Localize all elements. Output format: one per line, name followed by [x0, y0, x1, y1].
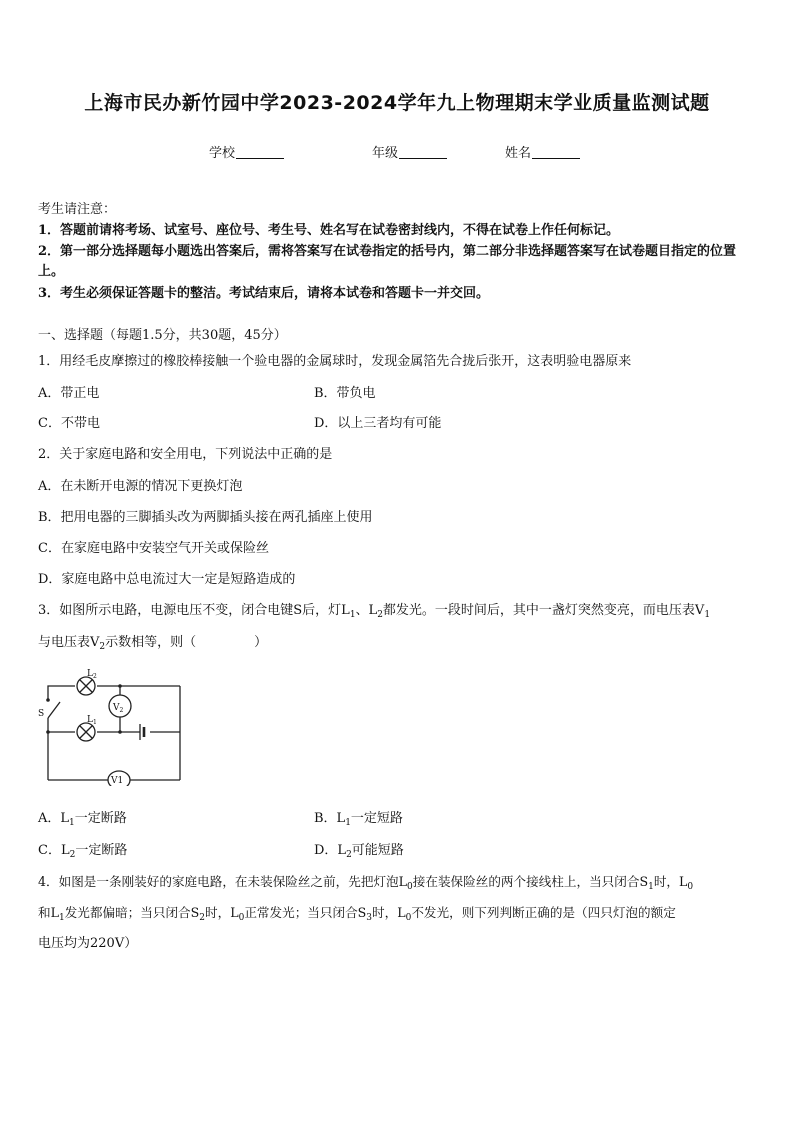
name-field[interactable] [505, 142, 580, 161]
label-l1: $L_1$ [87, 715, 97, 726]
label-v2: $V_2$ [113, 703, 124, 714]
school-blank[interactable] [236, 144, 284, 159]
q3-stem-line2: 与电压表$V_2$示数相等，则（ ） [38, 635, 268, 652]
q2-option-d[interactable]: D．家庭电路中总电流过大一定是短路造成的 [38, 572, 296, 587]
q2-stem: 2．关于家庭电路和安全用电，下列说法中正确的是 [38, 447, 333, 462]
section-heading: 一、选择题（每题1.5分，共30题，45分） [38, 328, 287, 343]
q2-option-c[interactable]: C．在家庭电路中安装空气开关或保险丝 [38, 541, 269, 556]
grade-field[interactable] [372, 142, 447, 161]
q3-option-c[interactable]: C．$L_2$一定断路 [38, 843, 128, 860]
notice-item-3: 3．考生必须保证答题卡的整洁。考试结束后，请将本试卷和答题卡一并交回。 [38, 286, 490, 301]
q2-option-a[interactable]: A．在未断开电源的情况下更换灯泡 [38, 479, 243, 494]
label-l2: $L_2$ [87, 669, 97, 680]
grade-label: 年级 [372, 146, 399, 161]
school-label: 学校 [209, 146, 236, 161]
label-s: S [38, 709, 45, 719]
grade-blank[interactable] [399, 144, 447, 159]
q1-option-d[interactable]: D．以上三者均有可能 [314, 416, 442, 431]
q1-stem: 1．用经毛皮摩擦过的橡胶棒接触一个验电器的金属球时，发现金属箔先合拢后张开，这表明验电器原来 [38, 354, 632, 369]
q1-option-c[interactable]: C．不带电 [38, 416, 100, 431]
q3-option-a[interactable]: A．$L_1$一定断路 [38, 811, 127, 828]
school-field[interactable] [209, 142, 284, 161]
q2-option-b[interactable]: B．把用电器的三脚插头改为两脚插头接在两孔插座上使用 [38, 510, 373, 525]
notice-item-1: 1．答题前请将考场、试室号、座位号、考生号、姓名写在试卷密封线内，不得在试卷上作任何标记。 [38, 223, 620, 238]
label-v1: V1 [111, 776, 124, 786]
q1-option-a[interactable]: A．带正电 [38, 386, 100, 401]
q4-stem-line3: 电压均为220V） [38, 936, 138, 951]
page-title: 上海市民办新竹园中学2023-2024学年九上物理期末学业质量监测试题 [84, 92, 710, 114]
name-label: 姓名 [505, 146, 532, 161]
q4-stem-line1: 4．如图是一条刚装好的家庭电路，在未装保险丝之前，先把灯泡$L_0$接在装保险丝的两个接线柱上，当只闭合$S_1$时，$L_0$ [38, 874, 694, 892]
circuit-diagram [36, 666, 186, 786]
q1-option-b[interactable]: B．带负电 [314, 386, 376, 401]
name-blank[interactable] [532, 144, 580, 159]
notice-item-2: 2．第一部分选择题每小题选出答案后，需将答案写在试卷指定的括号内，第二部分非选择题答案写在试卷题目指定的位置上。 [38, 244, 737, 279]
q3-option-d[interactable]: D．$L_2$可能短路 [314, 843, 404, 860]
q4-stem-line2: 和$L_1$发光都偏暗；当只闭合$S_2$时，$L_0$正常发光；当只闭合$S_3$时，$L_0$不发光，则下列判断正确的是（四只灯泡的额定 [38, 905, 676, 923]
q3-option-b[interactable]: B．$L_1$一定短路 [314, 811, 403, 828]
q3-stem-line1: 3．如图所示电路，电源电压不变，闭合电键S后，灯$L_1$、$L_2$都发光。一段时间后，其中一盏灯突然变亮，而电压表$V_1$ [38, 603, 711, 620]
notice-heading: 考生请注意： [38, 202, 117, 217]
